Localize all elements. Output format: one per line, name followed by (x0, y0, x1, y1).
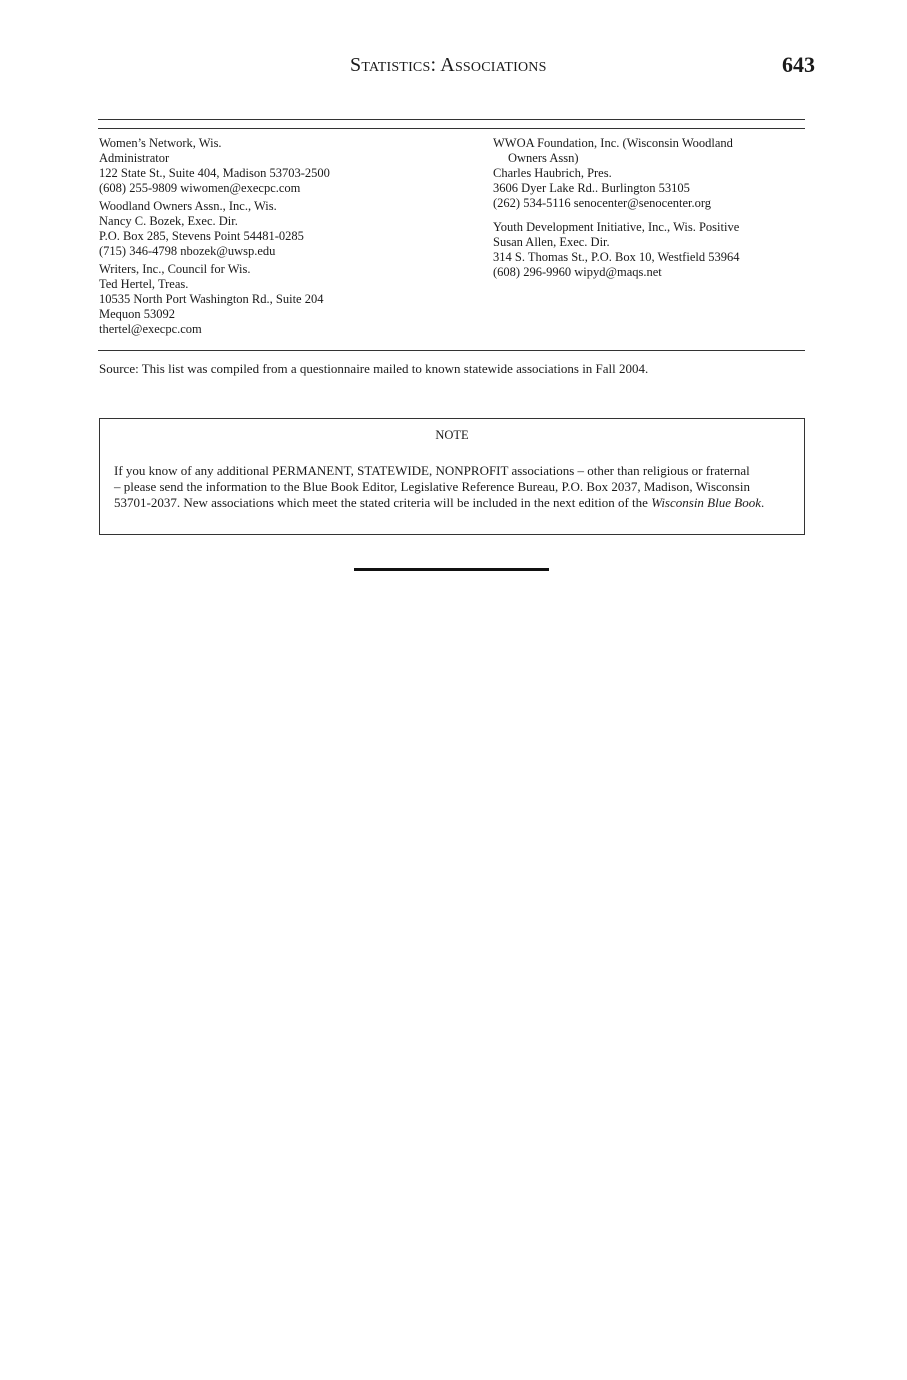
note-line-end: . (760, 495, 765, 510)
note-title: NOTE (435, 428, 469, 442)
association-entry (99, 199, 479, 259)
address: 314 S. Thomas St., P.O. Box 10, Westfield 53964 (493, 250, 740, 264)
running-head (0, 52, 907, 82)
top-rule (98, 119, 805, 120)
association-entry (493, 136, 805, 211)
association-name: Women’s Network, Wis. (99, 136, 222, 150)
association-name: Youth Development Initiative, Inc., Wis. Positive (493, 220, 740, 234)
publication-title: Wisconsin Blue Book (651, 495, 761, 510)
note-line-text: 53701-2037. New associations which meet the stated criteria will be included in the next edition of the (114, 495, 652, 510)
address: 122 State St., Suite 404, Madison 53703-2500 (99, 166, 330, 180)
top-rule-second (98, 128, 805, 129)
email: thertel@execpc.com (99, 322, 202, 336)
association-name-continued: Owners Assn) (508, 151, 579, 165)
contact-name: Ted Hertel, Treas. (99, 277, 189, 291)
phone-email: (608) 296-9960 wipyd@maqs.net (493, 265, 662, 279)
association-name: Woodland Owners Assn., Inc., Wis. (99, 199, 277, 213)
end-of-section-bar (354, 568, 549, 571)
bottom-rule (98, 350, 805, 351)
phone-email: (715) 346-4798 nbozek@uwsp.edu (99, 244, 276, 258)
phone-email: (262) 534-5116 senocenter@senocenter.org (493, 196, 712, 210)
source-note: Source: This list was compiled from a questionnaire mailed to known statewide associations in Fall 2004. (99, 361, 649, 376)
phone-email: (608) 255-9809 wiwomen@execpc.com (99, 181, 301, 195)
contact-name: Nancy C. Bozek, Exec. Dir. (99, 214, 238, 228)
address: P.O. Box 285, Stevens Point 54481-0285 (99, 229, 304, 243)
note-line (114, 495, 794, 511)
contact-name: Susan Allen, Exec. Dir. (493, 235, 610, 249)
address-city: Mequon 53092 (99, 307, 176, 321)
association-entry (99, 136, 479, 196)
note-text (114, 463, 794, 511)
contact-name: Charles Haubrich, Pres. (493, 166, 612, 180)
note-line: – please send the information to the Blue Book Editor, Legislative Reference Bureau, P.O. Box 2037, Madison, Wisconsin (114, 479, 750, 494)
right-column (493, 136, 805, 289)
contact-title: Administrator (99, 151, 170, 165)
address: 10535 North Port Washington Rd., Suite 204 (99, 292, 324, 306)
association-name: WWOA Foundation, Inc. (Wisconsin Woodland (493, 136, 733, 150)
note-line: If you know of any additional PERMANENT, STATEWIDE, NONPROFIT associations – other than religious or fraternal (114, 463, 750, 478)
section-title: Statistics: Associations (350, 54, 547, 76)
left-column (99, 136, 479, 340)
association-entry (493, 220, 805, 280)
note-box (99, 418, 805, 535)
association-entry (99, 262, 479, 337)
page-number: 643 (782, 52, 815, 77)
address: 3606 Dyer Lake Rd.. Burlington 53105 (493, 181, 690, 195)
association-name: Writers, Inc., Council for Wis. (99, 262, 251, 276)
